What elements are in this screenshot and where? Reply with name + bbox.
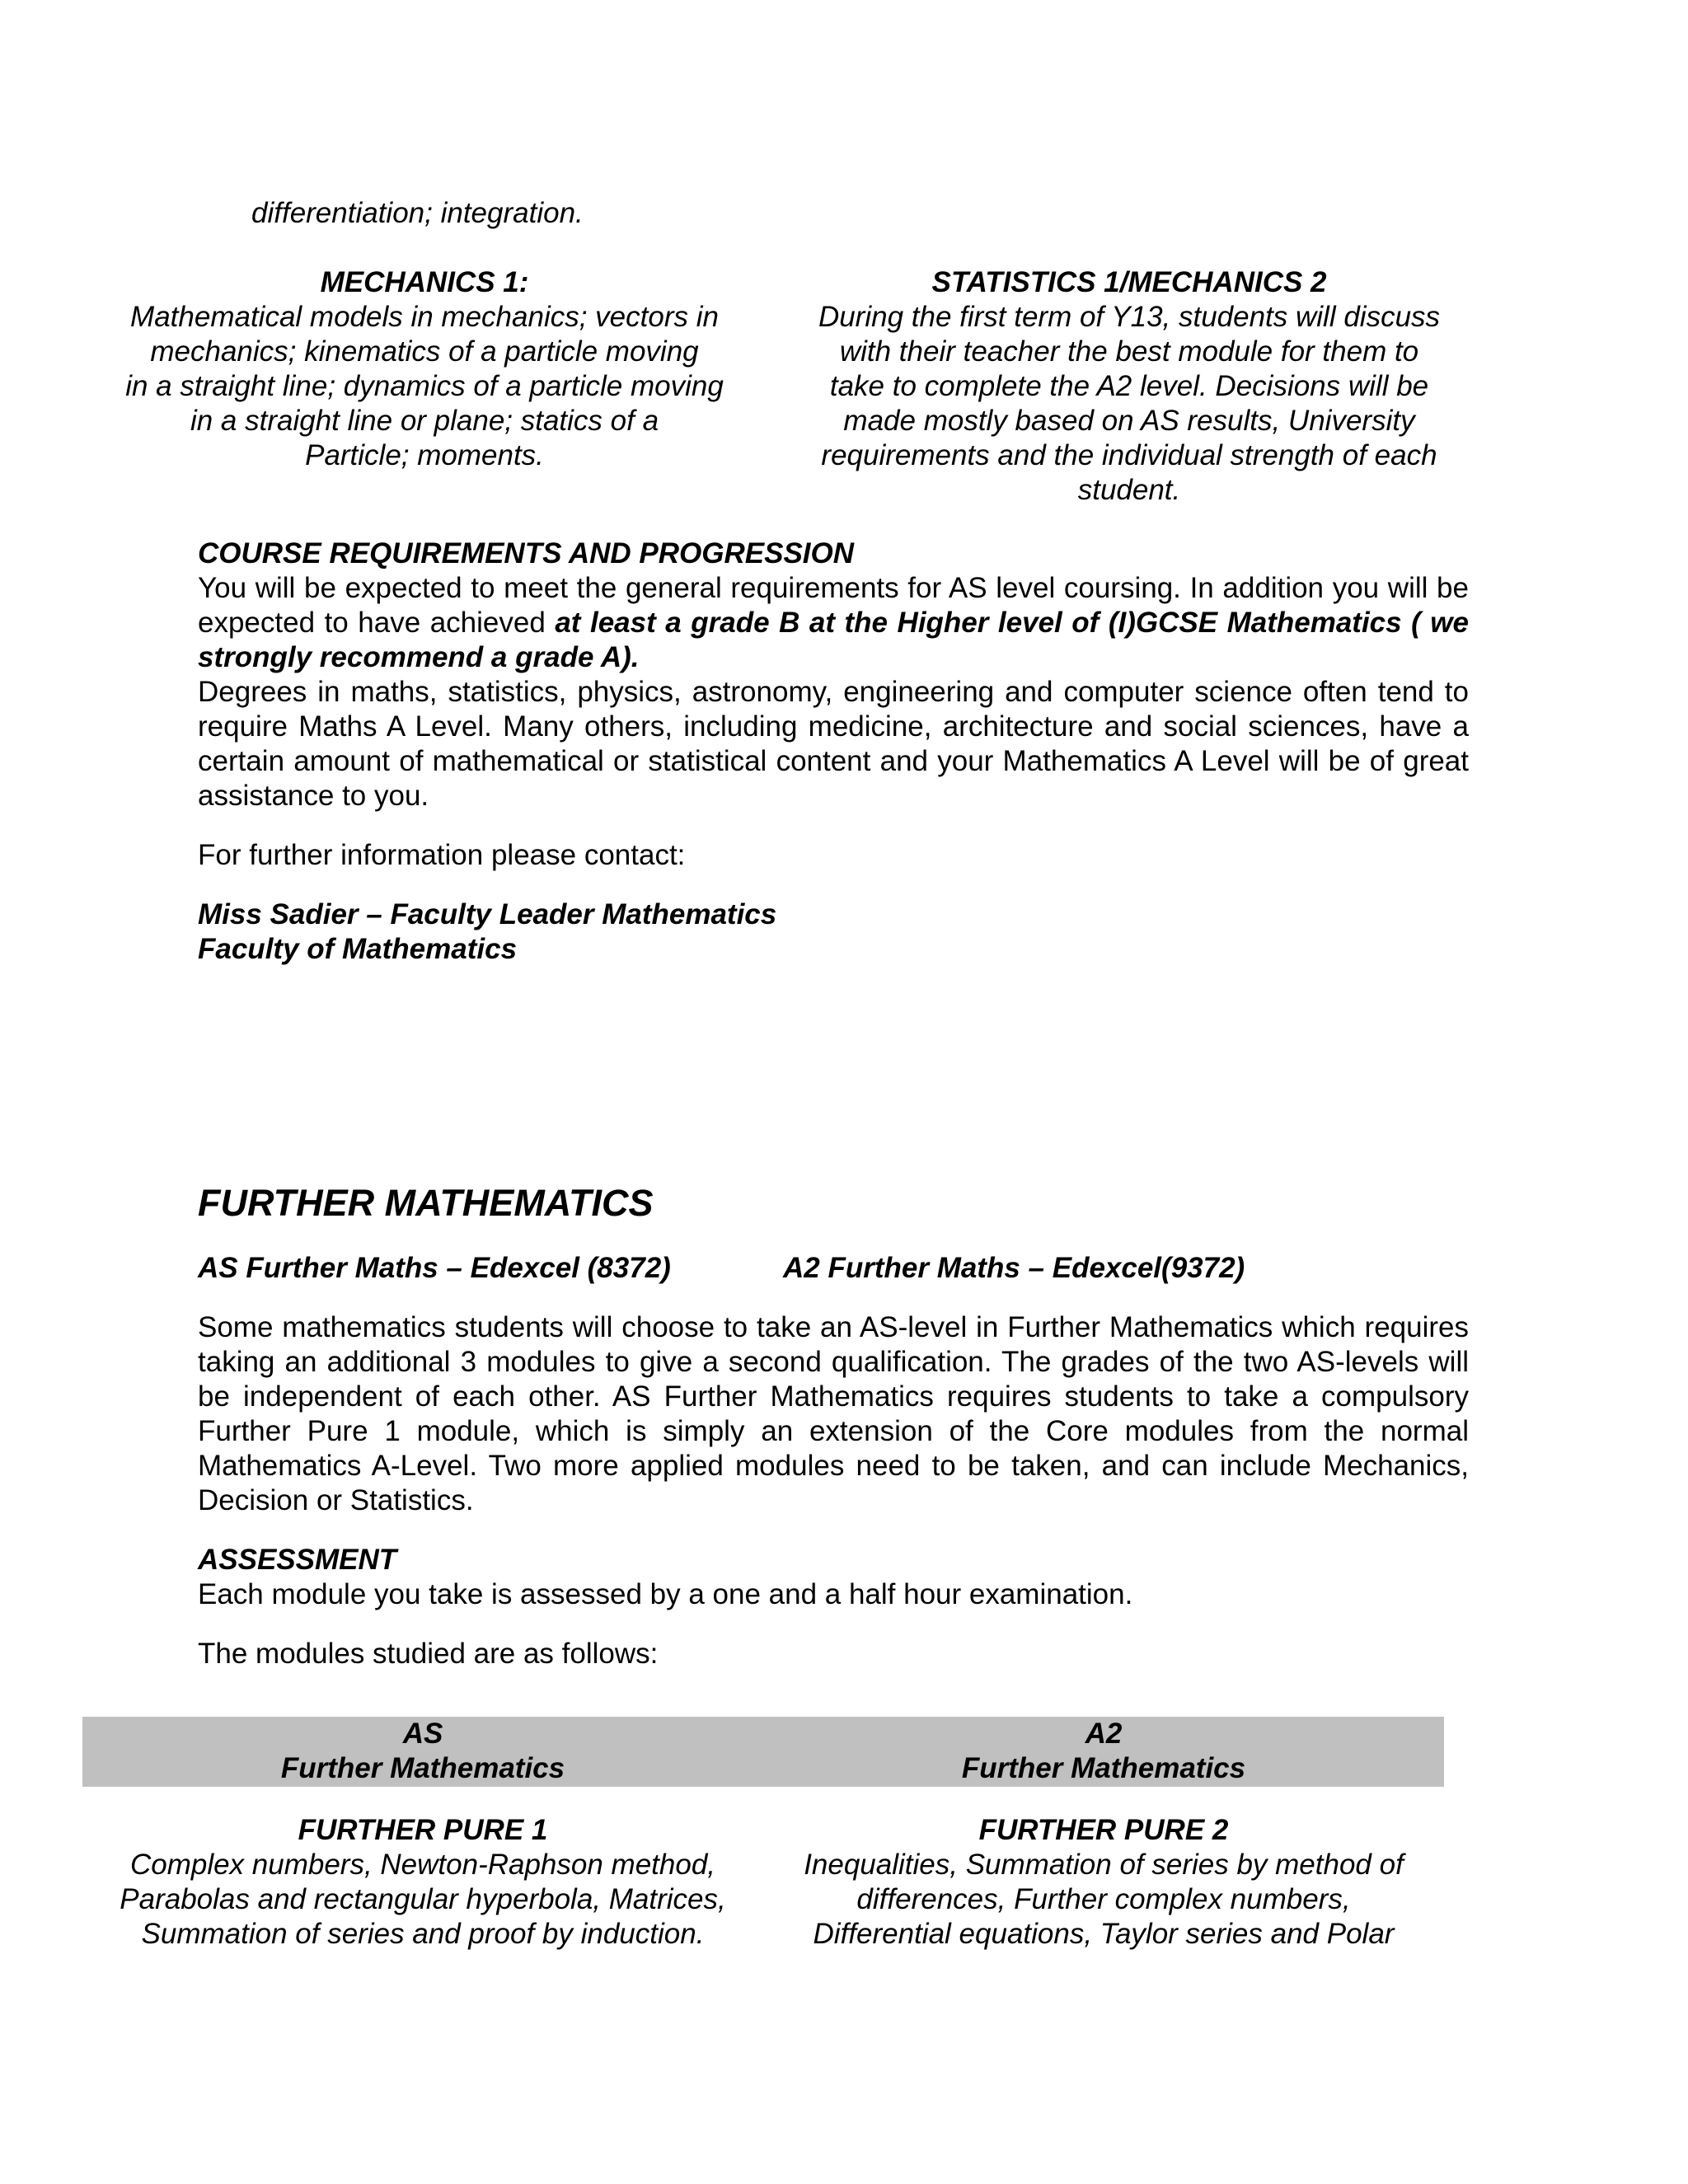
mechanics1-line: in a straight line or plane; statics of a bbox=[190, 405, 659, 437]
as-column-header bbox=[82, 1717, 763, 1786]
requirements-text: You will be expected to meet the general requirements for AS level coursing. In addition you will be expected to have achieved bbox=[198, 572, 1469, 639]
statistics-mechanics2-line: requirements and the individual strength of each bbox=[821, 439, 1437, 471]
assessment-text: Each module you take is assessed by a one and a half hour examination. bbox=[198, 1578, 1133, 1610]
further-maths-title: FURTHER MATHEMATICS bbox=[198, 1182, 654, 1224]
mechanics1-line: mechanics; kinematics of a particle moving bbox=[150, 335, 699, 368]
mechanics1-heading: MECHANICS 1: bbox=[320, 266, 529, 298]
mechanics1-block bbox=[107, 265, 742, 473]
continued-text-fragment: differentiation; integration. bbox=[251, 197, 584, 229]
as-course-code: AS Further Maths – Edexcel (8372) bbox=[198, 1252, 671, 1284]
a2-course-code: A2 Further Maths – Edexcel(9372) bbox=[783, 1252, 1245, 1284]
a2-header-line: A2 bbox=[1085, 1718, 1123, 1750]
further-maths-body bbox=[198, 1310, 1469, 1671]
further-pure-2-line: Inequalities, Summation of series by method of bbox=[804, 1849, 1404, 1881]
statistics-mechanics2-block bbox=[775, 265, 1484, 508]
further-maths-intro: Some mathematics students will choose to take an AS-level in Further Mathematics which requires taking an additional 3 modules to give a second qualification. The grades of the two AS-levels will be independent of each other. AS Further Mathematics requires students to take a compulsory Further Pure 1 module, which is simply an extension of the Core modules from the normal Mathematics A-Level. Two more applied modules need to be taken, and can include Mechanics, Decision or Statistics. bbox=[198, 1311, 1469, 1516]
statistics-mechanics2-line: student. bbox=[1077, 474, 1181, 506]
a2-header-line: Further Mathematics bbox=[961, 1752, 1246, 1784]
further-pure-1-heading: FURTHER PURE 1 bbox=[298, 1814, 548, 1846]
further-pure-2-line: Differential equations, Taylor series and Polar bbox=[813, 1918, 1395, 1950]
further-pure-2-block bbox=[763, 1813, 1444, 1952]
further-pure-2-line: differences, Further complex numbers, bbox=[856, 1883, 1351, 1915]
further-pure-2-heading: FURTHER PURE 2 bbox=[978, 1814, 1229, 1846]
as-header-line: Further Mathematics bbox=[280, 1752, 565, 1784]
grade-requirement-emphasis: at least a grade B at the Higher level of (I)GCSE Mathematics ( we strongly recommend a grade A). bbox=[198, 607, 1469, 673]
statistics-mechanics2-line: with their teacher the best module for them to bbox=[839, 335, 1419, 368]
mechanics1-line: Particle; moments. bbox=[305, 439, 544, 471]
further-pure-1-block bbox=[82, 1813, 763, 1952]
course-requirements-heading: COURSE REQUIREMENTS AND PROGRESSION bbox=[198, 537, 855, 569]
statistics-mechanics2-line: During the first term of Y13, students will discuss bbox=[818, 301, 1441, 333]
further-pure-1-line: Complex numbers, Newton-Raphson method, bbox=[129, 1849, 716, 1881]
statistics-mechanics2-line: made mostly based on AS results, University bbox=[843, 405, 1415, 437]
contact-name: Miss Sadier – Faculty Leader Mathematics bbox=[198, 898, 777, 930]
assessment-heading: ASSESSMENT bbox=[198, 1544, 397, 1576]
mechanics1-line: Mathematical models in mechanics; vectors in bbox=[130, 301, 719, 333]
degrees-paragraph: Degrees in maths, statistics, physics, astronomy, engineering and computer science often tend to require Maths A Level. Many others, including medicine, architecture and social sciences, have a certain amount of mathematical or statistical content and your Mathematics A Level will be of great assistance to you. bbox=[198, 676, 1469, 812]
contact-intro: For further information please contact: bbox=[198, 839, 686, 871]
statistics-mechanics2-heading: STATISTICS 1/MECHANICS 2 bbox=[931, 266, 1327, 298]
mechanics1-line: in a straight line; dynamics of a particle moving bbox=[125, 370, 724, 402]
further-pure-1-line: Parabolas and rectangular hyperbola, Matrices, bbox=[120, 1883, 726, 1915]
modules-intro: The modules studied are as follows: bbox=[198, 1638, 659, 1670]
as-header-line: AS bbox=[402, 1718, 443, 1750]
further-pure-1-line: Summation of series and proof by induction. bbox=[141, 1918, 705, 1950]
contact-faculty: Faculty of Mathematics bbox=[198, 933, 518, 965]
a2-column-header bbox=[763, 1717, 1444, 1786]
statistics-mechanics2-line: take to complete the A2 level. Decisions will be bbox=[829, 370, 1429, 402]
modules-table-header bbox=[82, 1717, 1444, 1787]
course-requirements-section bbox=[198, 537, 1469, 967]
course-requirements-paragraph bbox=[198, 571, 1469, 675]
